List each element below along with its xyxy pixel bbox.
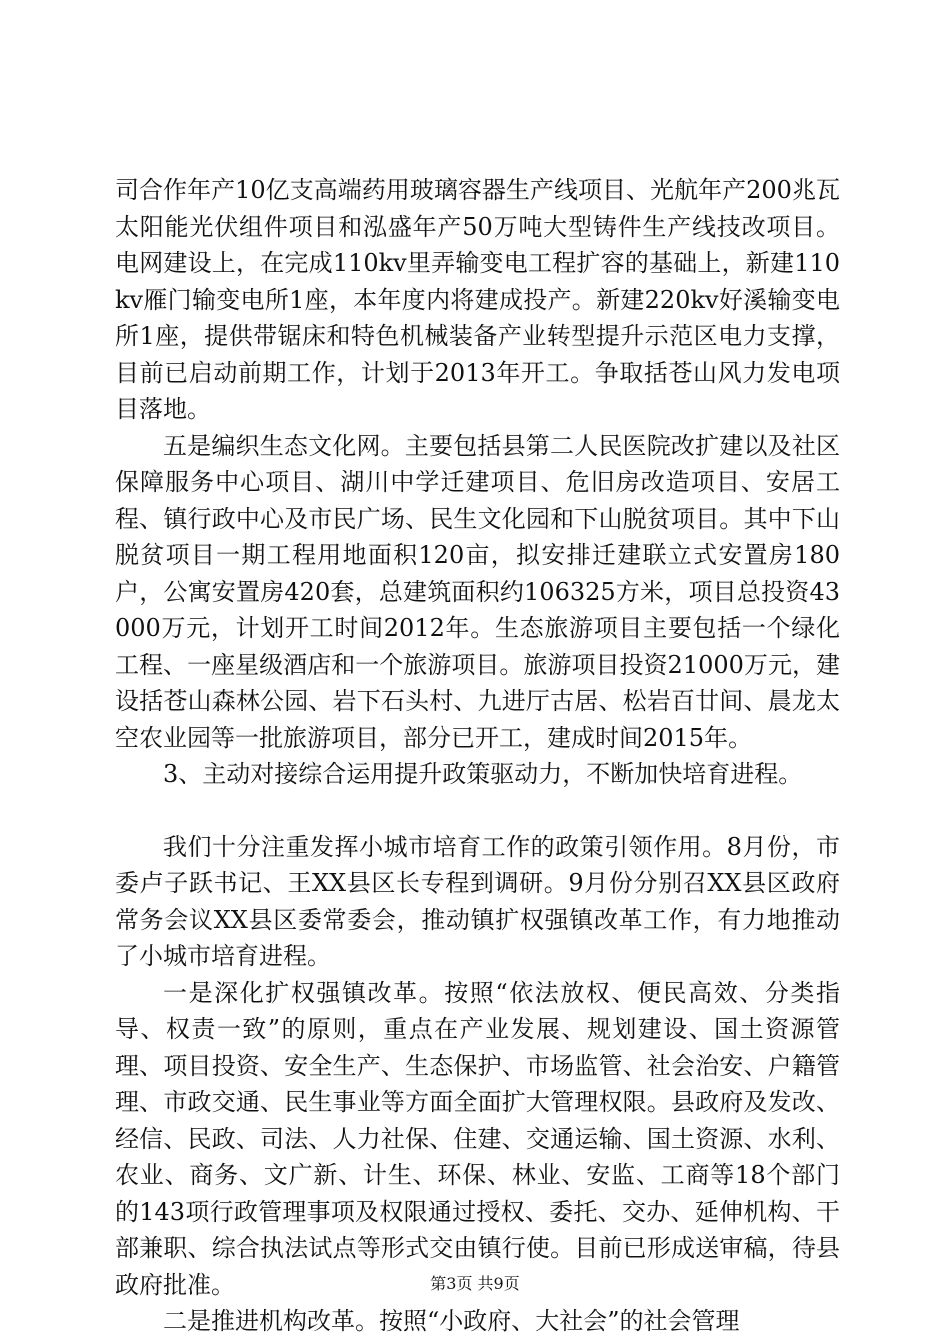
paragraph-ecology-culture: 五是编织生态文化网。主要包括县第二人民医院改扩建以及社区保障服务中心项目、湖川中学迁建项目、危旧房改造项目、安居工程、镇行政中心及市民广场、民生文化园和下山脱贫项目。其中下山脱贫项目一期工程用地面积120亩，拟安排迁建联立式安置房180户，公寓安置房420套，总建筑面积约106325方米，项目总投资43000万元，计划开工时间2012年。生态旅游项目主要包括一个绿化工程、一座星级酒店和一个旅游项目。旅游项目投资21000万元，建设括苍山森林公园、岩下石头村、九进厅古居、松岩百廿间、晨龙太空农业园等一批旅游项目，部分已开工，建成时间2015年。 <box>115 431 840 752</box>
page-footer: 第3页 共9页 <box>430 1274 520 1293</box>
paragraph-gap <box>115 793 840 829</box>
paragraph-continued: 司合作年产10亿支高端药用玻璃容器生产线项目、光航年产200兆瓦太阳能光伏组件项目和泓盛年产50万吨大型铸件生产线技改项目。电网建设上，在完成110kv里弄输变电工程扩容的基础上，新建110kv雁门输变电所1座，本年度内将建成投产。新建220kv好溪输变电所1座，提供带锯床和特色机械装备产业转型提升示范区电力支撑，目前已启动前期工作，计划于2013年开工。争取括苍山风力发电项目落地。 <box>115 176 840 423</box>
document-body <box>115 172 840 1340</box>
paragraph-institutional-reform: 二是推进机构改革。按照“小政府、大社会”的社会管理 <box>163 1307 740 1335</box>
paragraph-policy-intro: 我们十分注重发挥小城市培育工作的政策引领作用。8月份，市委卢子跃书记、王XX县区长专程到调研。9月份分别召XX县区政府常务会议XX县区委常委会，推动镇扩权强镇改革工作，有力地推动了小城市培育进程。 <box>115 832 840 970</box>
section-heading-policy: 3、主动对接综合运用提升政策驱动力，不断加快培育进程。 <box>163 760 803 788</box>
paragraph-empowerment-reform: 一是深化扩权强镇改革。按照“依法放权、便民高效、分类指导、权责一致”的原则，重点在产业发展、规划建设、国土资源管理、项目投资、安全生产、生态保护、市场监管、社会治安、户籍管理、市政交通、民生事业等方面全面扩大管理权限。县政府及发改、经信、民政、司法、人力社保、住建、交通运输、国土资源、水利、农业、商务、文广新、计生、环保、林业、安监、工商等18个部门的143项行政管理事项及权限通过授权、委托、交办、延伸机构、干部兼职、综合执法试点等形式交由镇行使。目前已形成送审稿，待县政府批准。 <box>115 978 840 1299</box>
